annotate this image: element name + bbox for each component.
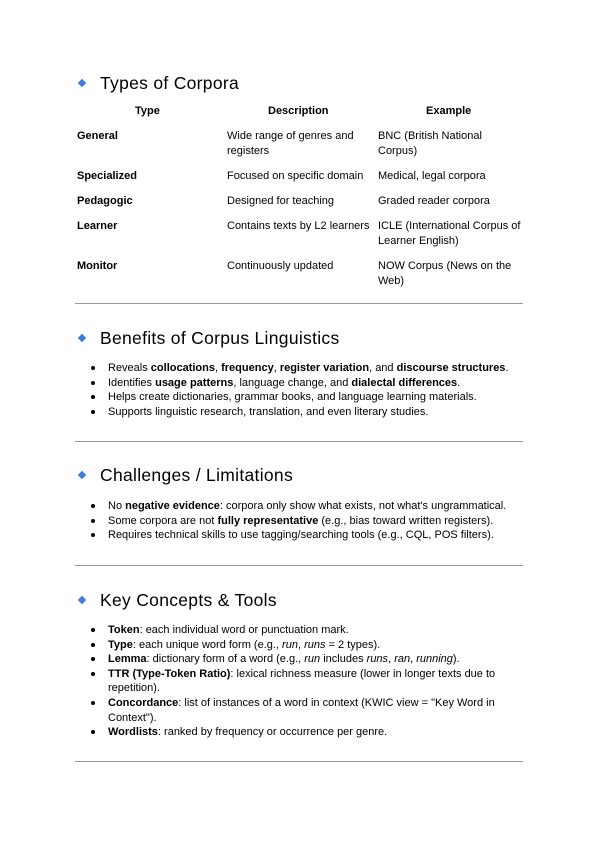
- row-type: General: [77, 130, 118, 142]
- header-example: Example: [426, 105, 472, 117]
- challenges-heading: [77, 463, 293, 487]
- row-type: Specialized: [77, 170, 137, 182]
- challenges-list: [91, 499, 521, 543]
- benefits-title: Benefits of Corpus Linguistics: [100, 327, 340, 348]
- row-example: Medical, legal corpora: [378, 170, 486, 182]
- list-item: Some corpora are not fully representative (e.g., bias toward written registers).: [91, 514, 521, 529]
- diamond-icon: [78, 334, 86, 342]
- row-example: Graded reader corpora: [378, 195, 490, 207]
- section-divider: [75, 303, 523, 304]
- list-item: Type: each unique word form (e.g., run, runs = 2 types).: [91, 638, 521, 653]
- diamond-icon: [78, 596, 86, 604]
- row-description: Continuously updated: [227, 260, 334, 272]
- concepts-list: [91, 623, 521, 740]
- list-item: TTR (Type-Token Ratio): lexical richness measure (lower in longer texts due to repetition).: [91, 667, 521, 696]
- benefits-heading: [77, 326, 340, 350]
- list-item: Identifies usage patterns, language change, and dialectal differences.: [91, 376, 521, 391]
- list-item: Concordance: list of instances of a word in context (KWIC view = "Key Word in Context").: [91, 696, 521, 725]
- concepts-heading: [77, 588, 277, 612]
- row-description: Focused on specific domain: [227, 170, 364, 182]
- types-title: Types of Corpora: [100, 72, 240, 93]
- list-item: Token: each individual word or punctuation mark.: [91, 623, 521, 638]
- row-description: Designed for teaching: [227, 195, 335, 207]
- list-item: Reveals collocations, frequency, register variation, and discourse structures.: [91, 361, 521, 376]
- list-item: No negative evidence: corpora only show what exists, not what's ungrammatical.: [91, 499, 521, 514]
- list-item: Supports linguistic research, translation, and even literary studies.: [91, 405, 521, 420]
- header-description: Description: [268, 105, 329, 117]
- list-item: Helps create dictionaries, grammar books, and language learning materials.: [91, 390, 521, 405]
- challenges-title: Challenges / Limitations: [100, 464, 293, 485]
- diamond-icon: [78, 471, 86, 479]
- concepts-title: Key Concepts & Tools: [100, 589, 277, 610]
- list-item: Lemma: dictionary form of a word (e.g., run includes runs, ran, running).: [91, 652, 521, 667]
- row-type: Pedagogic: [77, 195, 133, 207]
- row-example: NOW Corpus (News on the Web): [378, 260, 512, 287]
- list-item: Wordlists: ranked by frequency or occurrence per genre.: [91, 725, 521, 740]
- row-example: BNC (British National Corpus): [378, 130, 482, 157]
- row-type: Monitor: [77, 260, 118, 272]
- row-description: Contains texts by L2 learners: [227, 220, 370, 232]
- section-divider: [75, 761, 523, 762]
- table-header: [77, 104, 523, 119]
- list-item: Requires technical skills to use tagging/searching tools (e.g., CQL, POS filters).: [91, 528, 521, 543]
- benefits-list: [91, 361, 521, 419]
- row-type: Learner: [77, 220, 118, 232]
- section-divider: [75, 565, 523, 566]
- header-type: Type: [135, 105, 160, 117]
- row-example: ICLE (International Corpus of Learner English): [378, 220, 521, 247]
- section-divider: [75, 441, 523, 442]
- diamond-icon: [78, 79, 86, 87]
- row-description: Wide range of genres and registers: [227, 130, 354, 157]
- types-heading: [77, 71, 239, 95]
